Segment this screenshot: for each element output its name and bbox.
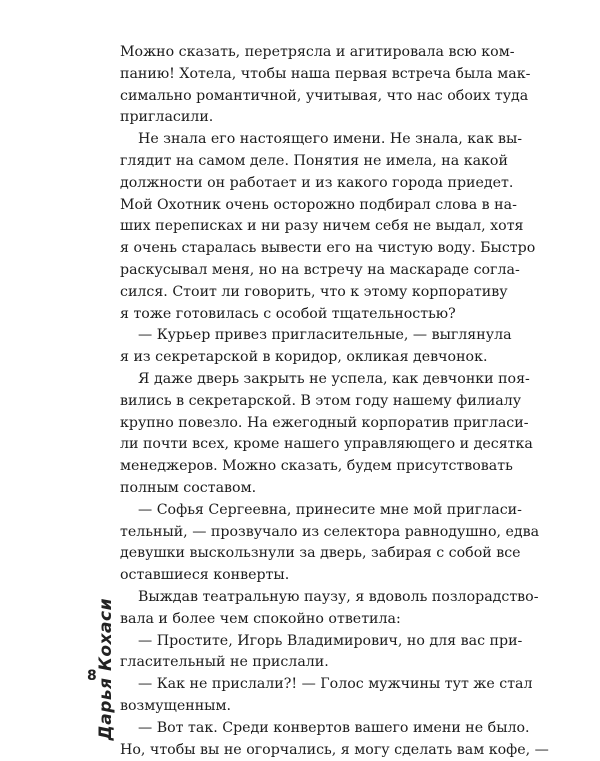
text-line: раскусывал меня, но на встречу на маскараде согла- — [120, 260, 500, 282]
text-line: — Вот так. Среди конвертов вашего имени не было. — [120, 718, 500, 740]
text-line: панию! Хотела, чтобы наша первая встреча была мак- — [120, 64, 500, 86]
text-line: ли почти всех, кроме нашего управляющего и десятка — [120, 434, 500, 456]
text-line: гласительный не прислали. — [120, 652, 500, 674]
text-line: Выждав театральную паузу, я вдоволь позлорадство- — [120, 587, 500, 609]
author-running-title: Дарья Кохаси — [96, 598, 116, 740]
text-line: — Софья Сергеевна, принесите мне мой приглаcи- — [120, 500, 500, 522]
text-line: возмущенным. — [120, 696, 500, 718]
text-line: сился. Стоит ли говорить, что к этому корпоративу — [120, 282, 500, 304]
text-line: вились в секретарской. В этом году нашему филиалу — [120, 391, 500, 413]
text-line: Можно сказать, перетрясла и агитировала всю ком- — [120, 42, 500, 64]
text-line: Я даже дверь закрыть не успела, как девчонки поя- — [120, 369, 500, 391]
text-line: глядит на самом деле. Понятия не имела, на какой — [120, 151, 500, 173]
text-line: я из секретарской в коридор, окликая девчонок. — [120, 347, 500, 369]
text-line: симально романтичной, учитывая, что нас обоих туда — [120, 86, 500, 108]
text-line: Мой Охотник очень осторожно подбирал слова в на- — [120, 195, 500, 217]
text-line: тельный, — прозвучало из селектора равнодушно, едва — [120, 522, 500, 544]
text-line: — Как не прислали?! — Голос мужчины тут же стал — [120, 674, 500, 696]
text-line: девушки выскользнули за дверь, забирая с собой все — [120, 543, 500, 565]
text-line: вала и более чем спокойно ответила: — [120, 609, 500, 631]
text-line: должности он работает и из какого города приедет. — [120, 173, 500, 195]
text-line: я очень старалась вывести его на чистую воду. Быстро — [120, 238, 500, 260]
text-line: Не знала его настоящего имени. Не знала, как вы- — [120, 129, 500, 151]
text-line: оставшиеся конверты. — [120, 565, 500, 587]
text-line: я тоже готовилась с особой тщательностью? — [120, 304, 500, 326]
page-number: 8 — [87, 668, 97, 684]
text-line: полным составом. — [120, 478, 500, 500]
text-line: пригласили. — [120, 107, 500, 129]
text-line: — Простите, Игорь Владимирович, но для вас при- — [120, 631, 500, 653]
text-line: крупно повезло. На ежегодный корпоратив пригласи- — [120, 413, 500, 435]
text-line: ших переписках и ни разу ничем себя не выдал, хотя — [120, 216, 500, 238]
text-line: менеджеров. Можно сказать, будем присутствовать — [120, 456, 500, 478]
body-text — [120, 42, 500, 761]
text-line: Но, чтобы вы не огорчались, я могу сделать вам кофе, — — [120, 740, 500, 761]
text-line: — Курьер привез пригласительные, — выглянула — [120, 325, 500, 347]
